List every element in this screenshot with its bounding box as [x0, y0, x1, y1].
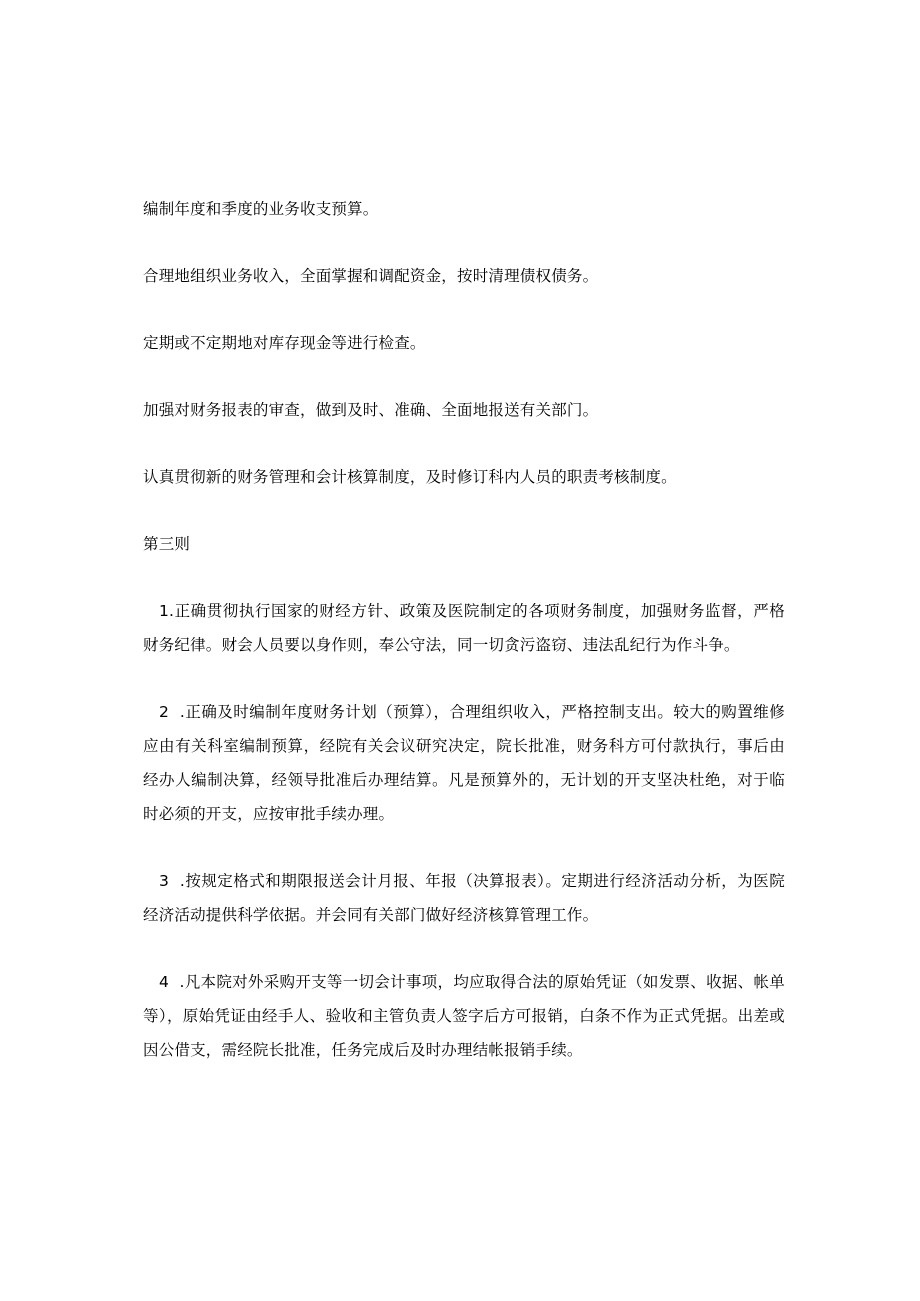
clause-item-4-text: 凡本院对外采购开支等一切会计事项，均应取得合法的原始凭证（如发票、收据、帐单等），原始凭证由经手人、验收和主管负责人签字后方可报销，白条不作为正式凭据。出差或因公借支，需经院长批准，任务完成后及时办理结帐报销手续。: [143, 973, 785, 1059]
document-body: [143, 192, 785, 1067]
clause-item-3-text: 按规定格式和期限报送会计月报、年报（决算报表）。定期进行经济活动分析，为医院经济活动提供科学依据。并会同有关部门做好经济核算管理工作。: [143, 872, 785, 924]
clause-item-2-marker: 2 .: [159, 703, 186, 721]
clause-item-1-marker: 1.: [159, 602, 175, 620]
section-heading-rule-three: 第三则: [143, 535, 191, 553]
paragraph-financial-statement-review: 加强对财务报表的审查，做到及时、准确、全面地报送有关部门。: [143, 401, 599, 419]
clause-item-3: [143, 864, 785, 932]
clause-item-4-marker: 4 .: [159, 973, 185, 991]
paragraph-budget-preparation: 编制年度和季度的业务收支预算。: [143, 200, 379, 218]
clause-item-4: [143, 965, 785, 1067]
clause-item-3-marker: 3 .: [159, 872, 186, 890]
paragraph-accounting-system-implementation: 认真贯彻新的财务管理和会计核算制度，及时修订科内人员的职责考核制度。: [143, 468, 677, 486]
clause-item-2-text: 正确及时编制年度财务计划（预算），合理组织收入，严格控制支出。较大的购置维修应由有关科室编制预算，经院有关会议研究决定，院长批准，财务科方可付款执行，事后由经办人编制决算，经领导批准后办理结算。凡是预算外的，无计划的开支坚决杜绝，对于临时必须的开支，应按审批手续办理。: [143, 703, 785, 823]
clause-item-1: [143, 594, 785, 662]
paragraph-revenue-organization: 合理地组织业务收入，全面掌握和调配资金，按时清理债权债务。: [143, 267, 599, 285]
clause-item-2: [143, 695, 785, 831]
paragraph-cash-inspection: 定期或不定期地对库存现金等进行检查。: [143, 334, 426, 352]
clause-item-1-text: 正确贯彻执行国家的财经方针、政策及医院制定的各项财务制度，加强财务监督，严格财务纪律。财会人员要以身作则，奉公守法，同一切贪污盗窃、违法乱纪行为作斗争。: [143, 602, 785, 654]
